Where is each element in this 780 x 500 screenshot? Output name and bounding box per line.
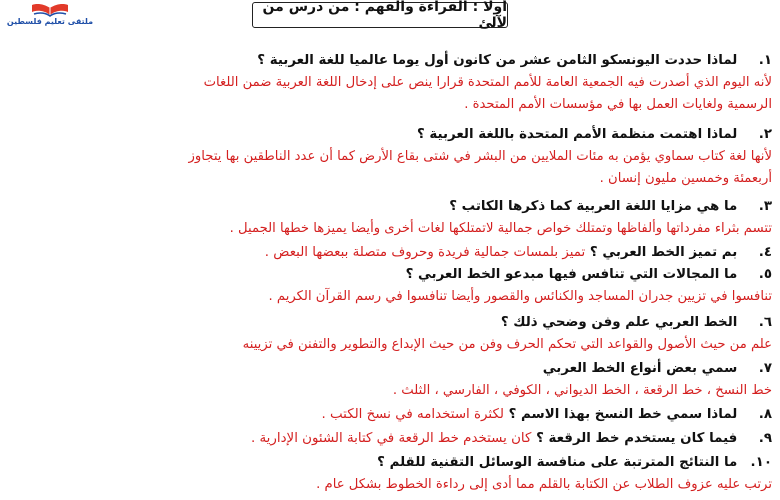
answer-line: تتسم بثراء مفرداتها وألفاظها وتمتلك خواص جمالية لاتمتلكها لغات أخرى وأيضا يميزها خطها الجميل . [229,221,772,236]
question-number: ١. [758,53,772,68]
book-logo-icon [30,1,70,17]
question-text: ما هي مزايا اللغة العربية كما ذكرها الكاتب ؟ [449,199,738,214]
question-number: ٩. [758,431,772,446]
qa-item-5 [8,264,772,308]
qa-item-2 [8,124,772,190]
qa-item-7 [8,358,772,402]
question-number: ٥. [758,267,772,282]
question-number: ٢. [758,127,772,142]
question-text: ما المجالات التي تنافس فيها مبدعو الخط العربي ؟ [405,267,738,282]
question-number: ٦. [758,315,772,330]
question [8,124,772,146]
qa-item-3 [8,196,772,240]
question-text: الخط العربي علم وفن وضحي ذلك ؟ [500,315,738,330]
answer-line: تنافسوا في تزيين جدران المساجد والكنائس والقصور وأيضا تنافسوا في رسم القرآن الكريم . [268,289,772,304]
question [8,50,772,72]
question [8,264,772,286]
question-number: ٤. [758,245,772,260]
inline-answer: لكثرة استخدامه في نسخ الكتب . [321,407,504,422]
answer-line: أربعمئة وخمسين مليون إنسان . [599,171,772,186]
question-text: ما النتائج المترتبة على منافسة الوسائل التقنية للقلم ؟ [377,455,738,470]
question [8,312,772,334]
qa-item-10 [8,452,772,496]
question [8,242,772,264]
site-logo[interactable] [4,0,96,26]
question-text: فيما كان يستخدم خط الرقعة ؟ [536,431,738,446]
inline-answer: كان يستخدم خط الرقعة في كتابة الشئون الإدارية . [250,431,532,446]
question-number: ١٠. [750,455,772,470]
qa-item-4 [8,242,772,264]
question [8,358,772,380]
question-text: سمي بعض أنواع الخط العربي [542,361,738,376]
question [8,404,772,426]
page-title: أولا : القراءة والفهم : من درس من لآلئ [252,2,508,28]
answer-line: علم من حيث الأصول والقواعد التي تحكم الحرف وفن من حيث الإبداع والتطوير والتفنن في تزيينه [242,337,772,352]
qa-item-9 [8,428,772,450]
answer-line: ترتب عليه عزوف الطلاب عن الكتابة بالقلم مما أدى إلى رداءة الخطوط بشكل عام . [316,477,772,492]
qa-item-6 [8,312,772,356]
question [8,428,772,450]
qa-item-1 [8,50,772,116]
question-text: لماذا اهتمت منظمة الأمم المتحدة باللغة العربية ؟ [416,127,738,142]
answer-line: لأنه اليوم الذي أصدرت فيه الجمعية العامة للأمم المتحدة قرارا ينص على إدخال اللغة العربية ضمن اللغات [203,75,772,90]
answer-line: لأنها لغة كتاب سماوي يؤمن به مئات الملايين من البشر في شتى بقاع الأرض كما أن عدد الناطقين بها يتجاوز [188,149,772,164]
question-number: ٣. [758,199,772,214]
question-text: لماذا سمي خط النسخ بهذا الاسم ؟ [508,407,738,422]
question-text: لماذا حددت اليونسكو الثامن عشر من كانون أول يوما عالميا للغة العربية ؟ [257,53,738,68]
question-text: بم تميز الخط العربي ؟ [589,245,738,260]
qa-item-8 [8,404,772,426]
question [8,452,772,474]
answer-line: خط النسخ ، خط الرقعة ، الخط الديواني ، الكوفي ، الفارسي ، الثلث . [392,383,772,398]
question [8,196,772,218]
logo-text: ملتقى تعليم فلسطين [6,17,94,26]
answer-line: الرسمية ولغايات العمل بها في مؤسسات الأمم المتحدة . [464,97,772,112]
question-number: ٨. [758,407,772,422]
inline-answer: تميز بلمسات جمالية فريدة وحروف متصلة ببعضها البعض . [264,245,586,260]
question-number: ٧. [758,361,772,376]
